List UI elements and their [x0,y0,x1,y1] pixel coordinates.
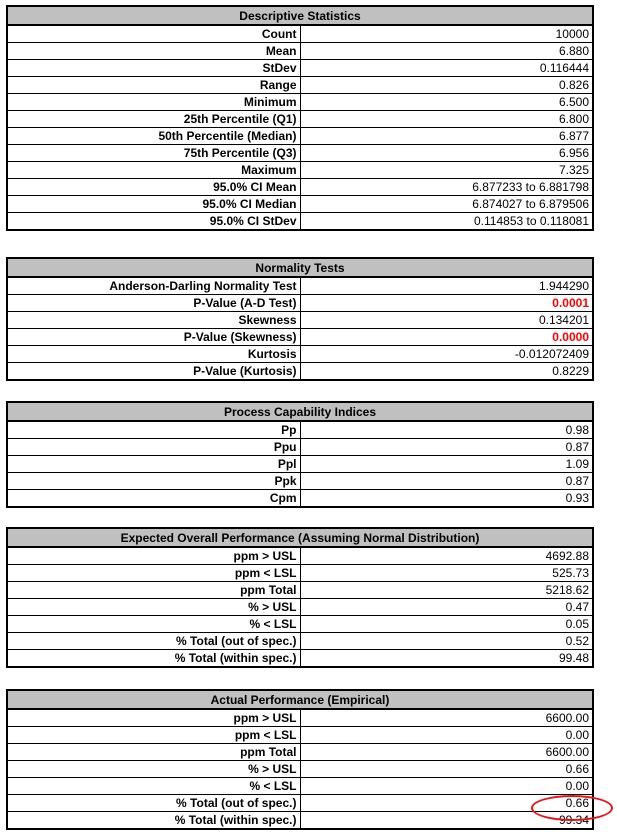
row-value: 525.73 [300,565,593,582]
row-value: 0.134201 [300,312,593,329]
row-value: 6.800 [300,111,593,128]
table-row [7,43,593,60]
row-value: 6.877233 to 6.881798 [300,179,593,196]
row-value: 6.880 [300,43,593,60]
row-value: 99.48 [300,650,593,668]
table-row [7,582,593,599]
table-row [7,473,593,490]
row-label: Skewness [7,312,300,329]
table-row [7,312,593,329]
table-row [7,421,593,439]
table-title: Descriptive Statistics [7,6,593,25]
row-label: ppm < LSL [7,565,300,582]
row-label: P-Value (A-D Test) [7,295,300,312]
table-row [7,277,593,295]
table-row [7,111,593,128]
row-value: 6.956 [300,145,593,162]
row-label: Ppl [7,456,300,473]
table-title: Actual Performance (Empirical) [7,690,593,709]
table-row [7,162,593,179]
row-value: 0.00 [300,727,593,744]
table-row [7,128,593,145]
row-label: ppm Total [7,744,300,761]
table-row [7,60,593,77]
table-row [7,709,593,727]
row-value: 6600.00 [300,709,593,727]
row-label: 50th Percentile (Median) [7,128,300,145]
row-value: 0.116444 [300,60,593,77]
table-row [7,329,593,346]
row-value: 0.00 [300,778,593,795]
actual-performance-table [6,689,594,830]
table-row [7,778,593,795]
row-value: 6600.00 [300,744,593,761]
table-row [7,616,593,633]
table-row [7,346,593,363]
row-label: % Total (within spec.) [7,650,300,668]
row-label: Range [7,77,300,94]
table-row [7,812,593,830]
row-value: 10000 [300,25,593,43]
process-capability-table [6,401,594,508]
row-value: 1.09 [300,456,593,473]
row-label: ppm > USL [7,547,300,565]
table-row [7,439,593,456]
p-value-highlight: 0.0000 [300,329,593,346]
row-value: 0.66 [300,761,593,778]
expected-performance-table [6,527,594,668]
row-label: % Total (out of spec.) [7,795,300,812]
row-value: 0.47 [300,599,593,616]
table-row [7,650,593,668]
row-value: 0.826 [300,77,593,94]
table-row [7,25,593,43]
row-label: Anderson-Darling Normality Test [7,277,300,295]
table-row [7,490,593,508]
table-row [7,547,593,565]
row-value: 0.87 [300,473,593,490]
row-label: Mean [7,43,300,60]
table-title: Expected Overall Performance (Assuming Normal Distribution) [7,528,593,547]
row-label: 95.0% CI Median [7,196,300,213]
row-label: % Total (out of spec.) [7,633,300,650]
normality-tests-table [6,257,594,381]
table-row [7,196,593,213]
p-value-highlight: 0.0001 [300,295,593,312]
red-circle-annotation [531,795,613,821]
row-label: ppm Total [7,582,300,599]
row-label: P-Value (Skewness) [7,329,300,346]
table-row [7,456,593,473]
table-row [7,213,593,231]
table-row [7,145,593,162]
row-label: % < LSL [7,778,300,795]
row-label: P-Value (Kurtosis) [7,363,300,381]
table-row [7,761,593,778]
row-label: Count [7,25,300,43]
table-row [7,727,593,744]
table-row [7,179,593,196]
row-value: 0.05 [300,616,593,633]
row-value: 0.8229 [300,363,593,381]
row-value: 5218.62 [300,582,593,599]
row-label: Ppu [7,439,300,456]
row-label: ppm > USL [7,709,300,727]
row-label: Maximum [7,162,300,179]
row-value: 4692.88 [300,547,593,565]
row-value: 0.98 [300,421,593,439]
row-value: 6.874027 to 6.879506 [300,196,593,213]
row-label: % > USL [7,761,300,778]
row-label: ppm < LSL [7,727,300,744]
table-title: Process Capability Indices [7,402,593,421]
row-value: 6.500 [300,94,593,111]
row-value: 0.52 [300,633,593,650]
row-value: 1.944290 [300,277,593,295]
row-label: 75th Percentile (Q3) [7,145,300,162]
table-row [7,599,593,616]
row-value: 7.325 [300,162,593,179]
descriptive-statistics-table [6,5,594,231]
table-title: Normality Tests [7,258,593,277]
row-label: 25th Percentile (Q1) [7,111,300,128]
row-label: % < LSL [7,616,300,633]
row-label: 95.0% CI StDev [7,213,300,231]
row-label: % Total (within spec.) [7,812,300,830]
row-value: 0.87 [300,439,593,456]
table-row [7,295,593,312]
row-value: -0.012072409 [300,346,593,363]
row-value: 0.93 [300,490,593,508]
table-row [7,744,593,761]
row-label: 95.0% CI Mean [7,179,300,196]
table-row [7,77,593,94]
row-label: Kurtosis [7,346,300,363]
row-value: 99.34 [300,812,593,830]
table-row [7,795,593,812]
row-value: 0.66 [300,795,593,812]
row-label: StDev [7,60,300,77]
row-label: Ppk [7,473,300,490]
row-label: Cpm [7,490,300,508]
table-row [7,565,593,582]
row-label: % > USL [7,599,300,616]
row-label: Minimum [7,94,300,111]
table-row [7,633,593,650]
row-label: Pp [7,421,300,439]
table-row [7,363,593,381]
row-value: 6.877 [300,128,593,145]
row-value: 0.114853 to 0.118081 [300,213,593,231]
table-row [7,94,593,111]
